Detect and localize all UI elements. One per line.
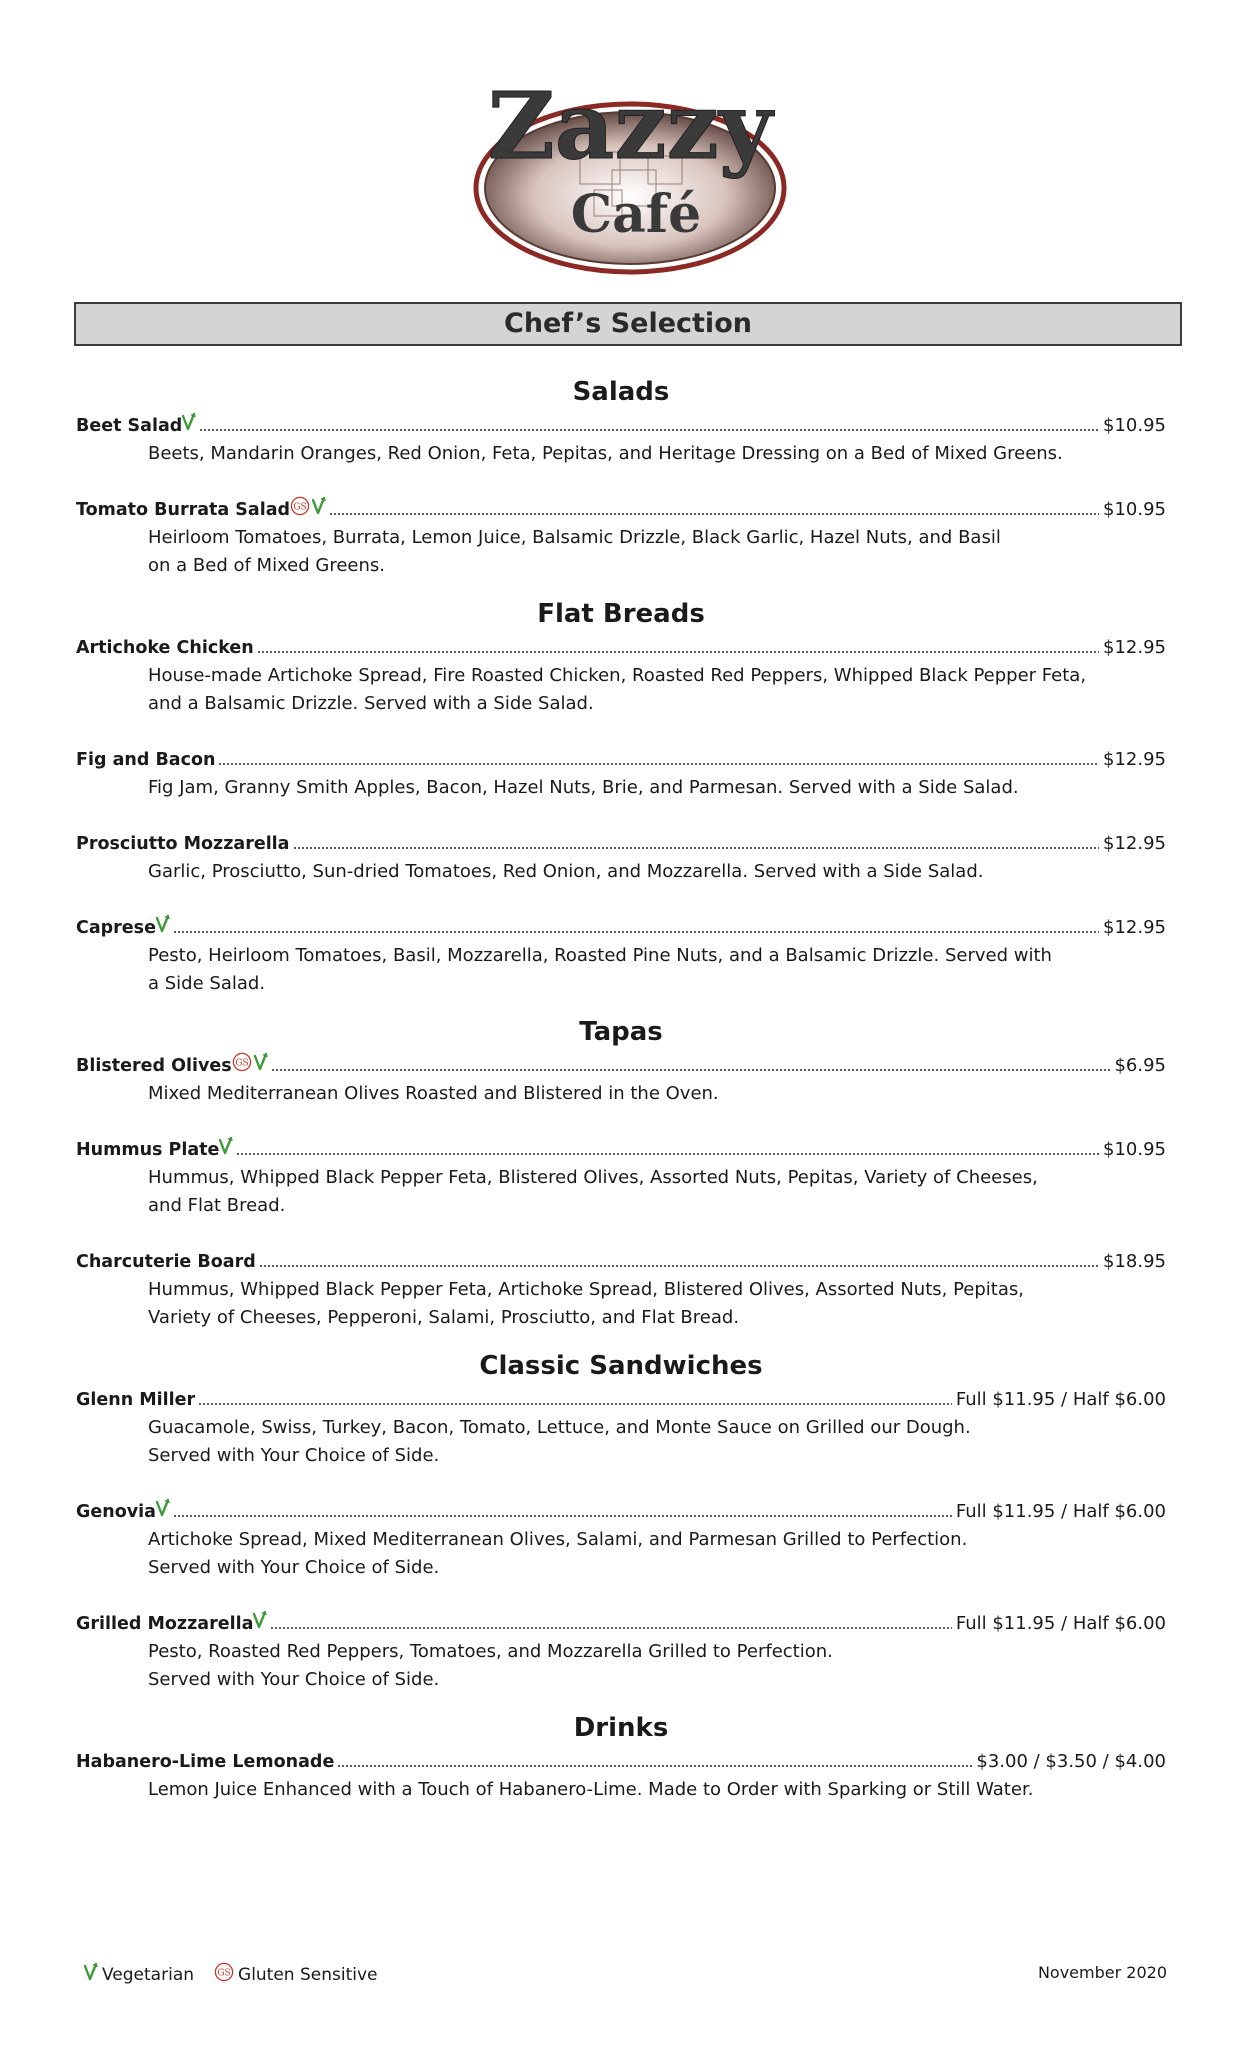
section-title: Flat Breads <box>537 599 705 629</box>
item-description <box>148 1080 1108 1108</box>
dot-leader <box>270 1626 951 1630</box>
item-price: $12.95 <box>1103 637 1166 658</box>
menu-item <box>76 496 1166 524</box>
legend-gluten-label: Gluten Sensitive <box>238 1964 378 1985</box>
item-price: $12.95 <box>1103 833 1166 854</box>
item-price: $12.95 <box>1103 749 1166 770</box>
item-description <box>148 662 1108 718</box>
vegetarian-icon <box>182 412 196 440</box>
svg-text:GS: GS <box>234 1057 249 1068</box>
logo-zazzy-text: Zazzy <box>487 72 773 180</box>
vegetarian-icon <box>156 914 170 942</box>
item-price: Full $11.95 / Half $6.00 <box>955 1613 1166 1634</box>
description-line: Mixed Mediterranean Olives Roasted and Blistered in the Oven. <box>148 1083 719 1104</box>
cafe-logo <box>462 60 792 280</box>
item-name: Prosciutto Mozzarella <box>76 834 290 854</box>
description-line: Pesto, Heirloom Tomatoes, Basil, Mozzarella, Roasted Pine Nuts, and a Balsamic Drizzle. Served with <box>148 945 1052 966</box>
item-description <box>148 1526 1108 1582</box>
description-line: Beets, Mandarin Oranges, Red Onion, Feta, Pepitas, and Heritage Dressing on a Bed of Mixed Greens. <box>148 443 1063 464</box>
gluten-sensitive-icon <box>214 1962 234 1987</box>
svg-text:GS: GS <box>217 1968 231 1979</box>
item-price: Full $11.95 / Half $6.00 <box>955 1389 1166 1410</box>
item-name: Hummus Plate <box>76 1140 220 1160</box>
description-line: House-made Artichoke Spread, Fire Roasted Chicken, Roasted Red Peppers, Whipped Black Pepper Feta, <box>148 665 1087 686</box>
description-line: and Flat Bread. <box>148 1195 286 1216</box>
description-line: Hummus, Whipped Black Pepper Feta, Artichoke Spread, Blistered Olives, Assorted Nuts, Pepitas, <box>148 1279 1024 1300</box>
dot-leader <box>271 1068 1111 1072</box>
dot-leader <box>173 1514 952 1518</box>
description-line: Guacamole, Swiss, Turkey, Bacon, Tomato, Lettuce, and Monte Sauce on Grilled our Dough. <box>148 1417 971 1438</box>
dot-leader <box>337 1764 972 1768</box>
description-line: and a Balsamic Drizzle. Served with a Side Salad. <box>148 693 594 714</box>
item-name: Charcuterie Board <box>76 1252 256 1272</box>
description-line: Served with Your Choice of Side. <box>148 1669 440 1690</box>
menu-item <box>76 634 1166 662</box>
vegetarian-icon <box>253 1610 267 1638</box>
menu-content <box>76 372 1166 1804</box>
item-price: $18.95 <box>1103 1251 1166 1272</box>
description-line: a Side Salad. <box>148 973 266 994</box>
menu-date: November 2020 <box>1037 1963 1167 1982</box>
menu-item <box>76 830 1166 858</box>
dot-leader <box>218 762 1099 766</box>
vegetarian-icon <box>219 1136 233 1164</box>
vegetarian-icon <box>254 1052 268 1080</box>
item-description <box>148 524 1108 580</box>
menu-item <box>76 1248 1166 1276</box>
item-badges <box>182 412 196 440</box>
description-line: Hummus, Whipped Black Pepper Feta, Blistered Olives, Assorted Nuts, Pepitas, Variety of Cheeses, <box>148 1167 1038 1188</box>
item-description <box>148 1776 1108 1804</box>
item-description <box>148 774 1108 802</box>
item-name: Blistered Olives <box>76 1056 232 1076</box>
logo-cafe-text: Café <box>570 184 702 245</box>
item-price: $10.95 <box>1103 1139 1166 1160</box>
gluten-sensitive-icon <box>232 1052 252 1081</box>
menu-item <box>76 1498 1166 1526</box>
description-line: Fig Jam, Granny Smith Apples, Bacon, Hazel Nuts, Brie, and Parmesan. Served with a Side Salad. <box>148 777 1019 798</box>
dot-leader <box>293 846 1100 850</box>
description-line: Variety of Cheeses, Pepperoni, Salami, Prosciutto, and Flat Bread. <box>148 1307 740 1328</box>
vegetarian-icon <box>84 1963 98 1986</box>
menu-item <box>76 1052 1166 1080</box>
svg-text:GS: GS <box>293 501 307 512</box>
item-name: Fig and Bacon <box>76 750 216 770</box>
menu-item <box>76 914 1166 942</box>
item-badges <box>253 1610 267 1638</box>
item-name: Artichoke Chicken <box>76 638 254 658</box>
item-name: Glenn Miller <box>76 1390 196 1410</box>
item-description <box>148 1414 1108 1470</box>
item-badges <box>290 496 326 525</box>
description-line: Served with Your Choice of Side. <box>148 1557 440 1578</box>
item-name: Tomato Burrata Salad <box>76 500 291 520</box>
item-badges <box>232 1052 268 1081</box>
description-line: Pesto, Roasted Red Peppers, Tomatoes, and Mozzarella Grilled to Perfection. <box>148 1641 833 1662</box>
dot-leader <box>257 650 1099 654</box>
section-title: Tapas <box>579 1017 663 1047</box>
item-description <box>148 1638 1108 1694</box>
item-description <box>148 440 1108 468</box>
description-line: Heirloom Tomatoes, Burrata, Lemon Juice, Balsamic Drizzle, Black Garlic, Hazel Nuts, and Basil <box>148 527 1001 548</box>
dot-leader <box>259 1264 1099 1268</box>
item-name: Grilled Mozzarella <box>76 1614 254 1634</box>
menu-item <box>76 746 1166 774</box>
item-badges <box>156 1498 170 1526</box>
item-description <box>148 1276 1108 1332</box>
description-line: Artichoke Spread, Mixed Mediterranean Olives, Salami, and Parmesan Grilled to Perfection. <box>148 1529 968 1550</box>
description-line: Served with Your Choice of Side. <box>148 1445 440 1466</box>
dot-leader <box>236 1152 1099 1156</box>
item-name: Habanero-Lime Lemonade <box>76 1752 335 1772</box>
legend-vegetarian <box>84 1963 194 1986</box>
chefs-selection-banner: Chef’s Selection <box>74 302 1182 346</box>
section-title: Salads <box>572 377 670 407</box>
item-price: $6.95 <box>1114 1055 1166 1076</box>
menu-item <box>76 1748 1166 1776</box>
menu-item <box>76 1386 1166 1414</box>
legend-vegetarian-label: Vegetarian <box>102 1964 195 1985</box>
item-badges <box>156 914 170 942</box>
description-line: on a Bed of Mixed Greens. <box>148 555 385 576</box>
item-price: $10.95 <box>1103 499 1166 520</box>
dot-leader <box>199 428 1099 432</box>
description-line: Lemon Juice Enhanced with a Touch of Habanero-Lime. Made to Order with Sparking or Still Water. <box>148 1779 1034 1800</box>
item-name: Caprese <box>76 918 156 938</box>
dot-leader <box>198 1402 952 1406</box>
vegetarian-icon <box>312 496 326 524</box>
item-name: Genovia <box>76 1502 156 1522</box>
menu-item <box>76 1136 1166 1164</box>
item-price: Full $11.95 / Half $6.00 <box>955 1501 1166 1522</box>
vegetarian-icon <box>156 1498 170 1526</box>
item-description <box>148 858 1108 886</box>
item-price: $12.95 <box>1103 917 1166 938</box>
item-badges <box>219 1136 233 1164</box>
dot-leader <box>173 930 1099 934</box>
section-title: Drinks <box>573 1713 669 1743</box>
description-line: Garlic, Prosciutto, Sun-dried Tomatoes, Red Onion, and Mozzarella. Served with a Side Salad. <box>148 861 984 882</box>
item-name: Beet Salad <box>76 416 183 436</box>
item-description <box>148 1164 1108 1220</box>
section-title: Classic Sandwiches <box>479 1351 763 1381</box>
item-description <box>148 942 1108 998</box>
item-price: $3.00 / $3.50 / $4.00 <box>976 1751 1166 1772</box>
gluten-sensitive-icon <box>290 496 310 525</box>
dot-leader <box>329 512 1099 516</box>
legend-gluten <box>214 1962 378 1987</box>
menu-item <box>76 412 1166 440</box>
legend <box>84 1962 398 1987</box>
menu-item <box>76 1610 1166 1638</box>
item-price: $10.95 <box>1103 415 1166 436</box>
